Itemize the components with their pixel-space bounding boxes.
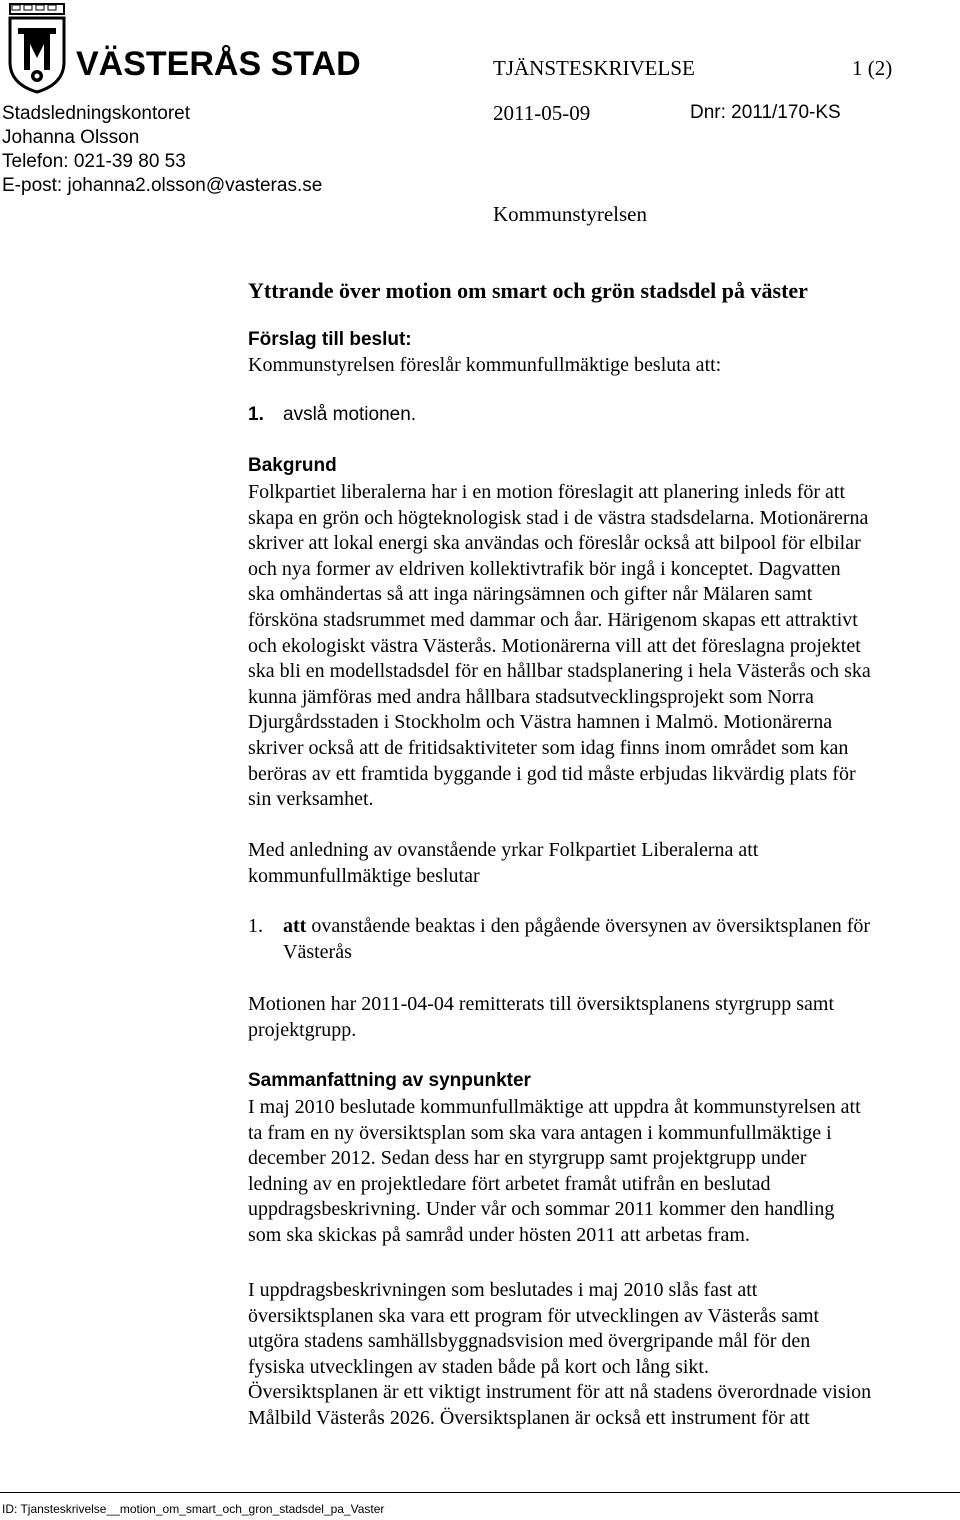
text-line: utgöra stadens samhällsbyggnadsvision med övergripande mål för den [248, 1330, 811, 1353]
footer-divider [0, 1492, 960, 1493]
text-line: som ska skickas på samråd under hösten 2011 att arbetas fram. [248, 1223, 750, 1246]
motion-item-keyword: att [283, 915, 307, 937]
text-line: Folkpartiet liberalerna har i en motion föreslagit att planering inleds för att [248, 481, 846, 503]
text-line: och ekologiskt västra Västerås. Motionärerna vill att det föreslagna projektet [248, 634, 861, 657]
text-line: Med anledning av ovanstående yrkar Folkpartiet Liberalerna att [248, 839, 759, 861]
motion-request-paragraph [248, 838, 958, 889]
motion-item-line2: Västerås [283, 941, 352, 963]
text-line: ledning av en projektledare fört arbetet framåt utifrån en beslutad [248, 1172, 771, 1195]
motion-item-text [283, 914, 870, 940]
text-line: sin verksamhet. [248, 788, 374, 811]
remitted-paragraph [248, 992, 958, 1043]
text-line: uppdragsbeskrivning. Under vår och sommar 2011 kommer den handling [248, 1198, 835, 1221]
vasteras-coat-of-arms-icon [4, 0, 70, 94]
text-line: fysiska utvecklingen av staden både på kort och lång sikt. [248, 1355, 709, 1378]
text-line: ta fram en ny översiktsplan som ska vara antagen i kommunfullmäktige i [248, 1121, 832, 1144]
sender-name: Johanna Olsson [2, 127, 140, 148]
text-line: kunna jämföras med andra hållbara stadsutvecklingsprojekt som Norra [248, 685, 814, 708]
text-line: projektgrupp. [248, 1018, 357, 1041]
summary-heading: Sammanfattning av synpunkter [248, 1070, 531, 1091]
text-line: december 2012. Sedan dess har en styrgrupp samt projektgrupp under [248, 1147, 807, 1170]
page-number: 1 (2) [852, 56, 893, 80]
text-line: försköna stadsrummet med dammar och åar. Härigenom skapas ett attraktivt [248, 608, 858, 631]
text-line: Motionen har 2011-04-04 remitterats till översiktsplanens styrgrupp samt [248, 993, 835, 1015]
text-line: skriver också att de fritidsaktiviteter som idag finns inom området som kan [248, 736, 849, 759]
motion-item-rest: ovanstående beaktas i den pågående översynen av översiktsplanen för [311, 915, 871, 937]
sender-email: E-post: johanna2.olsson@vasteras.se [2, 175, 323, 196]
text-line: skapa en grön och högteknologisk stad i de västra stadsdelarna. Motionärerna [248, 506, 869, 529]
text-line: beröras av ett framtida byggande i god tid måste erbjudas likvärdig plats för [248, 762, 856, 785]
document-dnr: Dnr: 2011/170-KS [690, 102, 841, 123]
text-line: I uppdragsbeskrivningen som beslutades i maj 2010 slås fast att [248, 1279, 758, 1301]
document-type: TJÄNSTESKRIVELSE [493, 56, 695, 80]
text-line: I maj 2010 beslutade kommunfullmäktige att uppdra åt kommunstyrelsen att [248, 1096, 861, 1118]
proposal-heading: Förslag till beslut: [248, 329, 412, 350]
text-line: kommunfullmäktige beslutar [248, 864, 480, 887]
document-date: 2011-05-09 [493, 101, 591, 125]
motion-item-number: 1. [248, 915, 263, 937]
background-heading: Bakgrund [248, 455, 337, 476]
text-line: Målbild Västerås 2026. Översiktsplanen är också ett instrument för att [248, 1406, 810, 1429]
proposal-item: avslå motionen. [283, 404, 417, 425]
text-line: ska omhändertas så att inga näringsämnen och gifter når Mälaren samt [248, 583, 813, 606]
summary-paragraph [248, 1095, 958, 1249]
assignment-paragraph [248, 1278, 958, 1432]
text-line: skriver att lokal energi ska användas och föreslår också att bilpool för elbilar [248, 532, 861, 555]
org-name-logo: VÄSTERÅS STAD [76, 45, 361, 83]
recipient: Kommunstyrelsen [493, 202, 647, 226]
sender-office: Stadsledningskontoret [2, 103, 191, 124]
text-line: och nya former av eldriven kollektivtrafik bör ingå i konceptet. Dagvatten [248, 557, 841, 580]
text-line: Översiktsplanen är ett viktigt instrument för att nå stadens överordnade vision [248, 1381, 872, 1404]
background-paragraph [248, 480, 958, 813]
proposal-number: 1. [248, 404, 264, 425]
text-line: ska bli en modellstadsdel för en hållbar stadsplanering i hela Västerås och ska [248, 660, 871, 683]
document-title: Yttrande över motion om smart och grön stadsdel på väster [248, 278, 808, 303]
sender-phone: Telefon: 021-39 80 53 [2, 151, 186, 172]
footer-document-id: ID: Tjansteskrivelse__motion_om_smart_och_gron_stadsdel_pa_Vaster [2, 1502, 385, 1516]
proposal-intro: Kommunstyrelsen föreslår kommunfullmäktige besluta att: [248, 354, 722, 376]
text-line: Djurgårdsstaden i Stockholm och Västra hamnen i Malmö. Motionärerna [248, 711, 833, 734]
text-line: översiktsplanen ska vara ett program för utvecklingen av Västerås samt [248, 1304, 820, 1327]
